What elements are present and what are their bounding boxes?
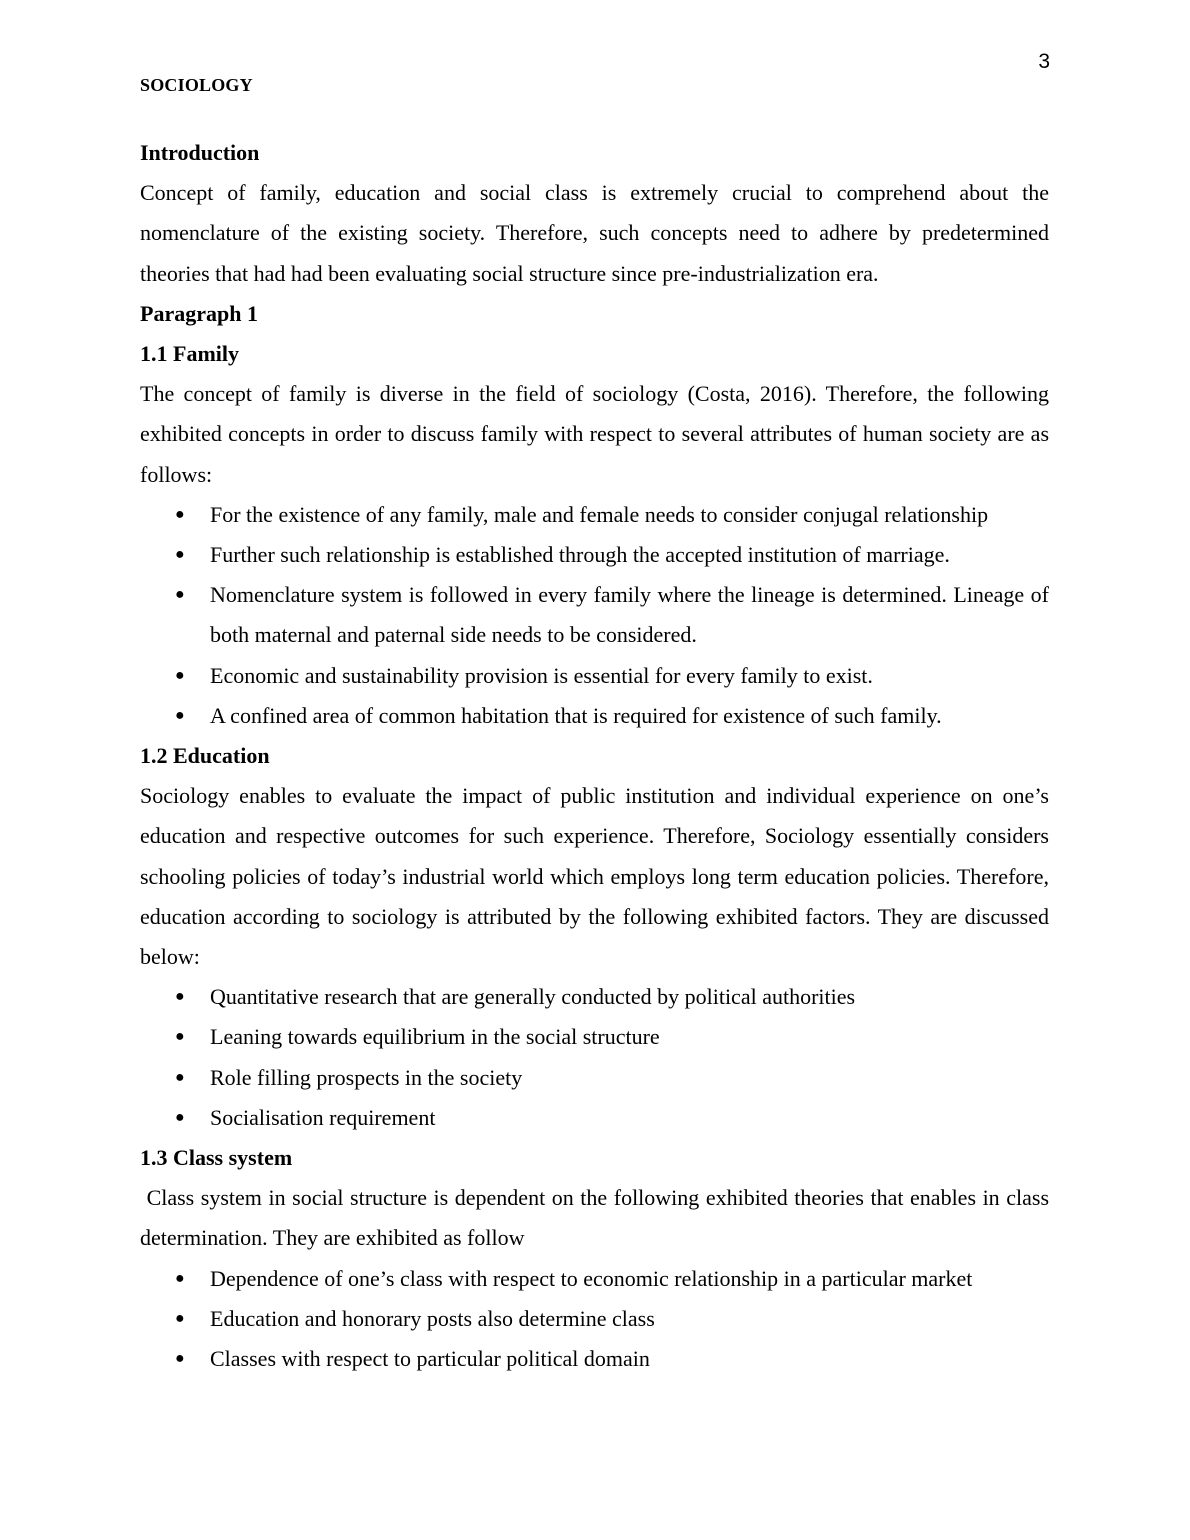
bullet-icon: ●: [175, 706, 185, 724]
education-bullet-list: [140, 977, 1049, 1138]
list-item: [140, 656, 1049, 696]
list-item-text: Socialisation requirement: [210, 1104, 436, 1130]
list-item: [140, 977, 1049, 1017]
bullet-icon: ●: [175, 1350, 185, 1368]
class-system-heading: 1.3 Class system: [140, 1145, 293, 1171]
list-item: [140, 696, 1049, 736]
bullet-icon: ●: [175, 1068, 185, 1086]
paragraph-1-heading: Paragraph 1: [140, 300, 258, 326]
list-item-text: Leaning towards equilibrium in the social structure: [210, 1024, 660, 1050]
list-item-text: Dependence of one’s class with respect to economic relationship in a particular market: [210, 1265, 973, 1291]
list-item: [140, 1058, 1049, 1098]
list-item: [140, 575, 1049, 655]
list-item: [140, 1017, 1049, 1057]
list-item-text: Quantitative research that are generally conducted by political authorities: [210, 984, 856, 1010]
family-heading: 1.1 Family: [140, 341, 239, 367]
bullet-icon: ●: [175, 666, 185, 684]
list-item: [140, 1299, 1049, 1339]
family-bullet-list: [140, 495, 1049, 736]
list-item-text: Economic and sustainability provision is essential for every family to exist.: [210, 662, 873, 688]
education-paragraph: Sociology enables to evaluate the impact of public institution and individual experience on one’s education and respective outcomes for such experience. Therefore, Sociology essentially considers schooling policies of today’s industrial world which employs long term education policies. Therefore, education according to sociology is attributed by the following exhibited factors. They are discussed below:: [140, 783, 1049, 970]
list-item-text: For the existence of any family, male and female needs to consider conjugal relationship: [210, 501, 989, 527]
bullet-icon: ●: [175, 586, 185, 604]
list-item-text: A confined area of common habitation that is required for existence of such family.: [210, 702, 942, 728]
list-item-text: Education and honorary posts also determine class: [210, 1305, 655, 1331]
list-item-text: Further such relationship is established through the accepted institution of marriage.: [210, 542, 950, 568]
list-item-text: Role filling prospects in the society: [210, 1064, 523, 1090]
bullet-icon: ●: [175, 1108, 185, 1126]
bullet-icon: ●: [175, 505, 185, 523]
running-head: SOCIOLOGY: [140, 75, 253, 95]
bullet-icon: ●: [175, 1309, 185, 1327]
class-system-paragraph: Class system in social structure is dependent on the following exhibited theories that enables in class determination. They are exhibited as follow: [140, 1185, 1055, 1251]
introduction-paragraph: Concept of family, education and social class is extremely crucial to comprehend about the nomenclature of the existing society. Therefore, such concepts need to adhere by predetermined theories that had had been evaluating social structure since pre-industrialization era.: [140, 180, 1049, 286]
list-item: [140, 495, 1049, 535]
education-heading: 1.2 Education: [140, 743, 270, 769]
page-number: 3: [1038, 50, 1050, 73]
introduction-heading: Introduction: [140, 140, 260, 165]
bullet-icon: ●: [175, 1028, 185, 1046]
family-paragraph: The concept of family is diverse in the field of sociology (Costa, 2016). Therefore, the following exhibited concepts in order to discuss family with respect to several attributes of human society are as follows:: [140, 381, 1049, 487]
list-item: [140, 1259, 1049, 1299]
list-item: [140, 535, 1049, 575]
class-system-bullet-list: [140, 1259, 1049, 1380]
document-body: [140, 133, 1055, 1379]
list-item: [140, 1098, 1049, 1138]
list-item-text: Nomenclature system is followed in every family where the lineage is determined. Lineage of both maternal and paternal side needs to be considered.: [210, 582, 1049, 648]
list-item: [140, 1339, 1049, 1379]
bullet-icon: ●: [175, 546, 185, 564]
bullet-icon: ●: [175, 1269, 185, 1287]
bullet-icon: ●: [175, 988, 185, 1006]
list-item-text: Classes with respect to particular political domain: [210, 1346, 650, 1372]
